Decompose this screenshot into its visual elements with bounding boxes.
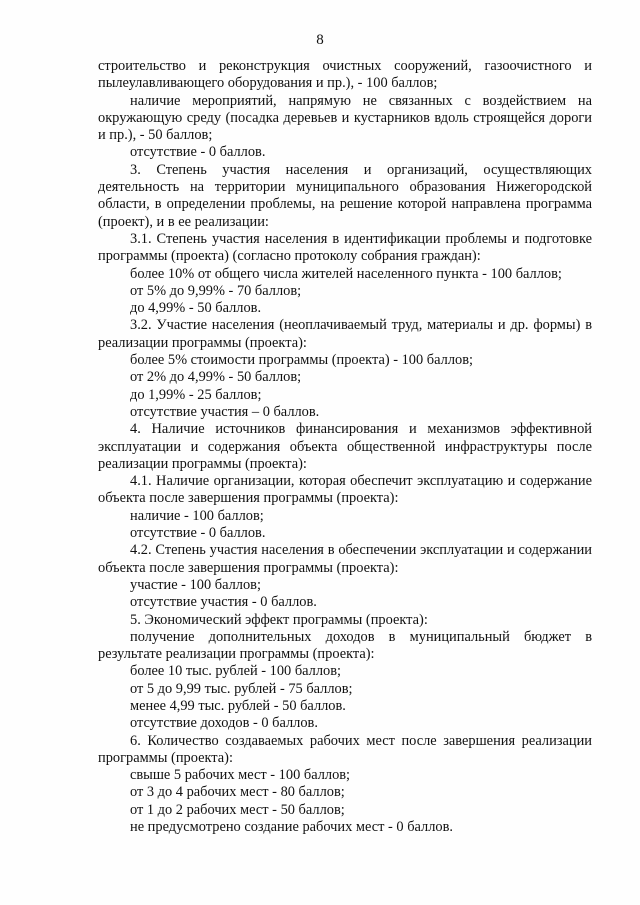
- list-item: до 4,99% - 50 баллов.: [130, 300, 262, 317]
- list-item: отсутствие доходов - 0 баллов.: [130, 715, 318, 732]
- list-item: от 5% до 9,99% - 70 баллов;: [130, 282, 302, 299]
- list-item: более 10 тыс. рублей - 100 баллов;: [130, 663, 342, 680]
- subsection-4-1: 4.1. Наличие организации, которая обеспечит эксплуатацию и содержание объекта после завершения программы (проекта):: [98, 473, 592, 507]
- list-item: отсутствие участия - 0 баллов.: [130, 594, 317, 611]
- list-item: отсутствие - 0 баллов.: [130, 144, 266, 161]
- list-item: отсутствие - 0 баллов.: [130, 525, 266, 542]
- section-heading-6: 6. Количество создаваемых рабочих мест после завершения реализации программы (проекта):: [98, 732, 592, 766]
- list-item: наличие - 100 баллов;: [130, 507, 264, 524]
- subsection-3-1: 3.1. Степень участия населения в идентификации проблемы и подготовке программы (проекта) (согласно протоколу собрания граждан):: [98, 230, 592, 265]
- subsection-4-2: 4.2. Степень участия населения в обеспечении эксплуатации и содержании объекта после завершения программы (проекта):: [98, 542, 592, 576]
- list-item: не предусмотрено создание рабочих мест - 0 баллов.: [130, 819, 453, 836]
- subsection-3-2: 3.2. Участие населения (неоплачиваемый труд, материалы и др. формы) в реализации программы (проекта):: [98, 317, 592, 351]
- list-item: более 10% от общего числа жителей населенного пункта - 100 баллов;: [130, 265, 562, 282]
- list-item: свыше 5 рабочих мест - 100 баллов;: [130, 767, 351, 784]
- list-item: от 3 до 4 рабочих мест - 80 баллов;: [130, 784, 345, 801]
- document-body: [98, 58, 592, 836]
- paragraph: получение дополнительных доходов в муниципальный бюджет в результате реализации программы (проекта):: [98, 628, 592, 663]
- list-item: от 1 до 2 рабочих мест - 50 баллов;: [130, 801, 345, 818]
- list-item: менее 4,99 тыс. рублей - 50 баллов.: [130, 697, 346, 714]
- paragraph: наличие мероприятий, напрямую не связанных с воздействием на окружающую среду (посадка деревьев и кустарников вдоль строящейся дороги и пр.), - 50 баллов;: [98, 92, 592, 144]
- section-heading-5: 5. Экономический эффект программы (проекта):: [130, 611, 428, 628]
- list-item: до 1,99% - 25 баллов;: [130, 386, 262, 403]
- paragraph-continuation: строительство и реконструкция очистных сооружений, газоочистного и пылеулавливающего оборудования и пр.), - 100 баллов;: [98, 58, 592, 92]
- list-item: от 5 до 9,99 тыс. рублей - 75 баллов;: [130, 680, 353, 697]
- section-heading-4: 4. Наличие источников финансирования и механизмов эффективной эксплуатации и содержания объекта общественной инфраструктуры после реализации программы (проекта):: [98, 421, 592, 472]
- list-item: участие - 100 баллов;: [130, 576, 261, 593]
- list-item: отсутствие участия – 0 баллов.: [130, 403, 320, 420]
- list-item: более 5% стоимости программы (проекта) - 100 баллов;: [130, 352, 473, 369]
- page-number: 8: [316, 32, 324, 48]
- list-item: от 2% до 4,99% - 50 баллов;: [130, 369, 302, 386]
- section-heading-3: 3. Степень участия населения и организаций, осуществляющих деятельность на территории муниципального образования Нижегородской области, в определении проблемы, на решение которой направлена программа (проект), и в ее реализации:: [98, 161, 592, 230]
